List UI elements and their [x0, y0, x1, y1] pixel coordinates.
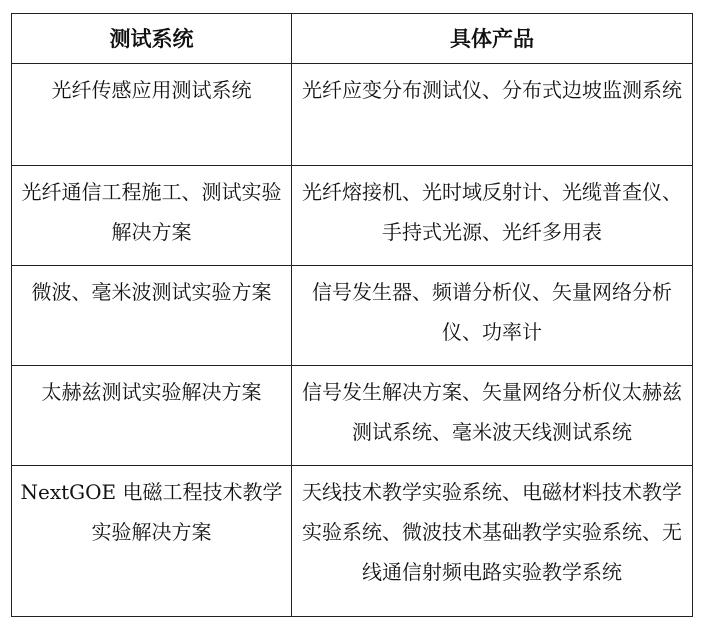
- table-row: [12, 166, 693, 266]
- cell-products: 信号发生解决方案、矢量网络分析仪太赫兹测试系统、毫米波天线测试系统: [292, 366, 693, 466]
- table-row: [12, 366, 693, 466]
- cell-products: 光纤熔接机、光时域反射计、光缆普查仪、手持式光源、光纤多用表: [292, 166, 693, 266]
- header-test-system: 测试系统: [12, 14, 292, 64]
- header-specific-products: 具体产品: [292, 14, 693, 64]
- cell-test-system: 光纤通信工程施工、测试实验解决方案: [12, 166, 292, 266]
- table-body: [12, 64, 693, 617]
- cell-products: 天线技术教学实验系统、电磁材料技术教学实验系统、微波技术基础教学实验系统、无线通信射频电路实验教学系统: [292, 466, 693, 617]
- cell-test-system: NextGOE 电磁工程技术教学实验解决方案: [12, 466, 292, 617]
- table-row: [12, 64, 693, 166]
- cell-test-system: 光纤传感应用测试系统: [12, 64, 292, 166]
- cell-test-system: 太赫兹测试实验解决方案: [12, 366, 292, 466]
- table-row: [12, 466, 693, 617]
- table-row: [12, 266, 693, 366]
- table-header: [12, 14, 693, 64]
- cell-products: 信号发生器、频谱分析仪、矢量网络分析仪、功率计: [292, 266, 693, 366]
- cell-test-system: 微波、毫米波测试实验方案: [12, 266, 292, 366]
- cell-products: 光纤应变分布测试仪、分布式边坡监测系统: [292, 64, 693, 166]
- table-header-row: [12, 14, 693, 64]
- product-table: [11, 13, 693, 617]
